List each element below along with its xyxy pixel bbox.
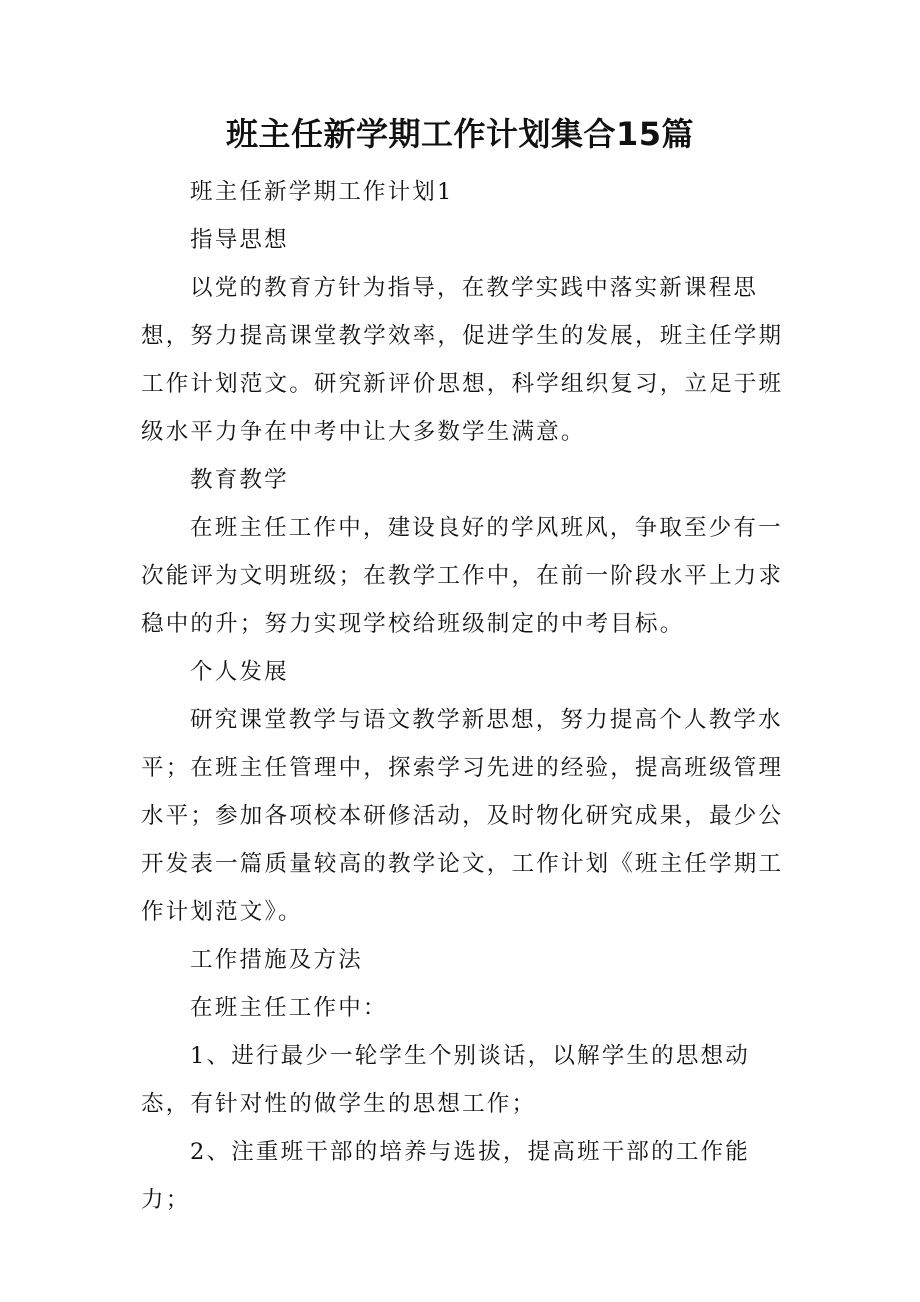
list-item: 1、进行最少一轮学生个别谈话，以解学生的思想动态，有针对性的做学生的思想工作； bbox=[141, 1043, 750, 1117]
paragraph: 研究课堂教学与语文教学新思想，努力提高个人教学水平；在班主任管理中，探索学习先进的经验，提高班级管理水平；参加各项校本研修活动，及时物化研究成果，最少公开发表一篇质量较高的教学论文，工作计划《班主任学期工作计划范文》。 bbox=[141, 707, 784, 925]
section-heading: 个人发展 bbox=[190, 659, 289, 685]
document-body bbox=[141, 168, 791, 1224]
document-title: 班主任新学期工作计划集合15篇 bbox=[225, 115, 695, 153]
section-heading: 班主任新学期工作计划1 bbox=[190, 179, 454, 205]
section-heading: 指导思想 bbox=[190, 227, 289, 253]
section-heading: 教育教学 bbox=[190, 467, 289, 493]
section-heading: 工作措施及方法 bbox=[190, 947, 363, 973]
paragraph: 在班主任工作中： bbox=[190, 995, 388, 1021]
list-item: 2、注重班干部的培养与选拔，提高班干部的工作能力； bbox=[141, 1139, 750, 1213]
paragraph: 在班主任工作中，建设良好的学风班风，争取至少有一次能评为文明班级；在教学工作中，在前一阶段水平上力求稳中的升；努力实现学校给班级制定的中考目标。 bbox=[141, 515, 784, 637]
paragraph: 以党的教育方针为指导，在教学实践中落实新课程思想，努力提高课堂教学效率，促进学生的发展，班主任学期工作计划范文。研究新评价思想，科学组织复习，立足于班级水平力争在中考中让大多数学生满意。 bbox=[141, 275, 784, 445]
